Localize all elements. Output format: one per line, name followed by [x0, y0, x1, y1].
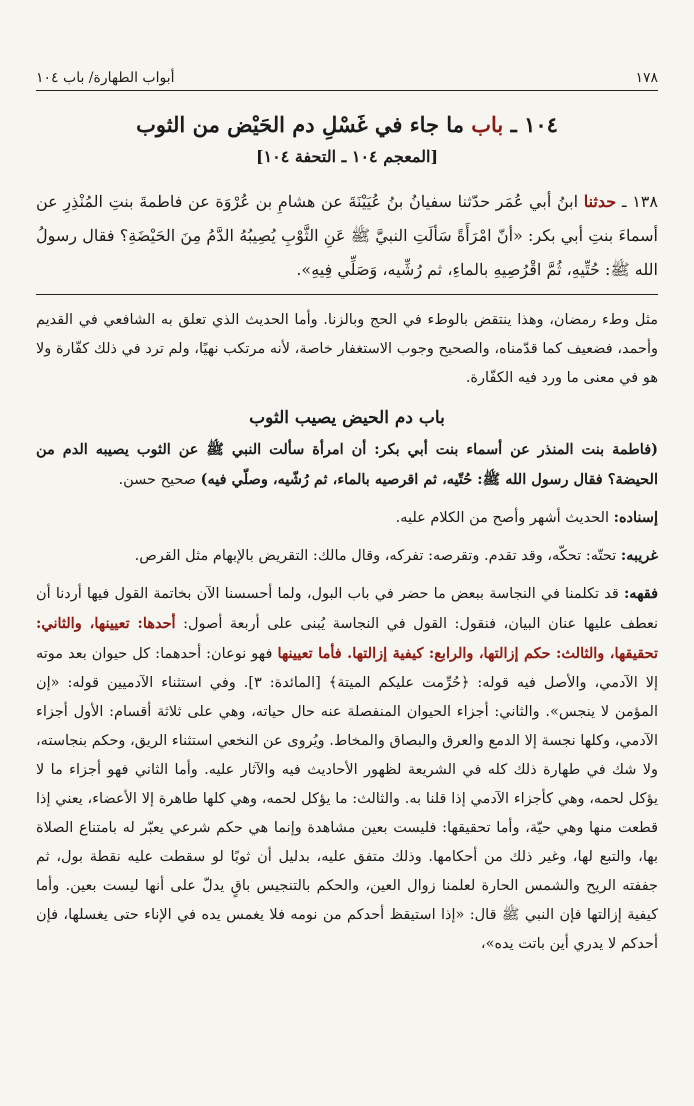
hadith-text — [36, 185, 658, 287]
fiqh-intro: قد تكلمنا في النجاسة ببعض ما حضر في باب البول، ولما أحسسنا الآن بخاتمة القول فيها أردنا أن نعطف عليها عنان البيان، فنقول: القول في النجاسة يُبنى على أربعة أصول: — [36, 586, 658, 632]
isnad-text: الحديث أشهر وأصح من الكلام عليه. — [395, 510, 609, 526]
usul-list: أحدها: تعيينها، والثاني: تحقيقها، والثالث: حكم إزالتها، والرابع: كيفية إزالتها. فأما تعيينها — [36, 615, 658, 662]
chapter-title — [36, 110, 658, 140]
isnad-label: إسناده: — [613, 509, 658, 526]
commentary — [36, 306, 658, 959]
hadith-body: ابنُ أبي عُمَر حدّثنا سفيانُ بنُ عُيَيْنَةَ عن هشامِ بن عُرْوَة عن فاطمةَ بنتِ المُنْذِرِ عن أسماءَ بنتِ أبي بكر: «أنّ امْرَأَةً سَألَتِ النبيَّ ﷺ عَنِ الثَّوْبِ يُصِيبُهُ الدَّمُ مِنَ الحَيْضَةِ؟ فقال رسولُ الله ﷺ: حُتِّيهِ، ثُمَّ اقْرُصِيهِ بالماءِ، ثم رُشِّيه، وَصَلِّي فِيهِ». — [36, 192, 658, 279]
chapter-reference: [المعجم ١٠٤ ـ التحفة ١٠٤] — [255, 147, 439, 166]
running-header — [36, 64, 658, 86]
fiqh-paragraph — [36, 579, 658, 959]
gharib-label: غريبه: — [620, 547, 658, 564]
quoted-hadith-paragraph — [36, 435, 658, 495]
section-title: باب دم الحيض يصيب الثوب — [249, 408, 445, 428]
gharib-paragraph — [36, 541, 658, 571]
header-rule — [36, 90, 658, 91]
chapter-number: ١٠٤ ـ — [510, 112, 558, 137]
running-title: أبواب الطهارة/ باب ١٠٤ — [36, 70, 175, 86]
fiqh-label: فقهه: — [623, 585, 659, 602]
chapter-title-text: ما جاء في غَسْلِ دم الحَيْض من الثوب — [136, 112, 464, 137]
isnad-paragraph — [36, 503, 658, 533]
chapter-word: باب — [471, 112, 504, 137]
haddathana: حدثنا — [583, 192, 617, 211]
page-number: ١٧٨ — [635, 70, 658, 86]
gharib-text: تحتّه: تحكّه، وقد تقدم. وتقرصه: تفركه، وقال مالك: التقريض بالإبهام مثل القرص. — [134, 548, 617, 564]
quoted-hadith: (فاطمة بنت المنذر عن أسماء بنت أبي بكر: أن امرأة سألت النبي ﷺ عن الثوب يصيبه الدم من الحيضة؟ فقال رسول الله ﷺ: حُتّيه، ثم اقرصيه بالماء، ثم رُشّيه، وصلّي فيه) — [36, 441, 658, 488]
hadith-number: ١٣٨ ـ — [621, 192, 658, 211]
hadith-grade: صحيح حسن. — [118, 472, 197, 488]
fiqh-body: فهو نوعان: أحدهما: كل حيوان بعد موته إلا الآدمي، والأصل فيه قوله: ﴿حُرِّمت عليكم الميتة﴾ [المائدة: ٣]. وفي استثناء الآدميين قوله: «إن المؤمن لا ينجس». والثاني: أجزاء الحيوان المنفصلة عنه حال حياته، وهي على ثلاثة أقسام: الأول أجزاء الآدمي، وكلها نجسة إلا الدمع والعرق والبصاق والمخاط. ويُروى عن النخعي استثناء الريق، وحكم بنجاسته، ولا شك في طهارة ذلك كله في الشريعة لظهور الأحاديث فيه والآثار عليه. وأما الثاني فهو أجزاء ما لا يؤكل لحمه، وهي كأجزاء الآدمي إذا قلنا به. والثالث: ما يؤكل لحمه، وهي كلها طاهرة إلا الأعضاء، يعني إذا قطعت منها وهي حيّة، وأما تحقيقها: فليست بعين مشاهدة وإنما هي حكم شرعي يعبّر له بامتناع الصلاة بها، والتبع لها، وغير ذلك من أحكامها. وذلك متفق عليه، بدليل أن ثوبًا لو سقطت عليه نقطة بول، ثم جففته الريح والشمس الحارة لعلمنا زوال العين، والحكم بالتنجيس باقٍ يدلّ على أنها ليست بعين. وأما كيفية إزالتها فإن النبي ﷺ قال: «إذا استيقظ أحدكم من نومه فلا يغمس يده في الإناء حتى يغسلها، فإن أحدكم لا يدري أين باتت يده»، — [36, 646, 659, 952]
commentary-separator — [36, 294, 658, 295]
commentary-opening: مثل وطء رمضان، وهذا ينتقض بالوطء في الحج وبالزنا. وأما الحديث الذي تعلق به الشافعي في القديم وأحمد، فضعيف كما قدّمناه، والصحيح وجوب الاستغفار خاصة، لأنه مرتكب نهيًا، ولم ترد في ذلك كفّارة ولا هو في معنى ما ورد فيه الكفّارة. — [36, 312, 658, 386]
